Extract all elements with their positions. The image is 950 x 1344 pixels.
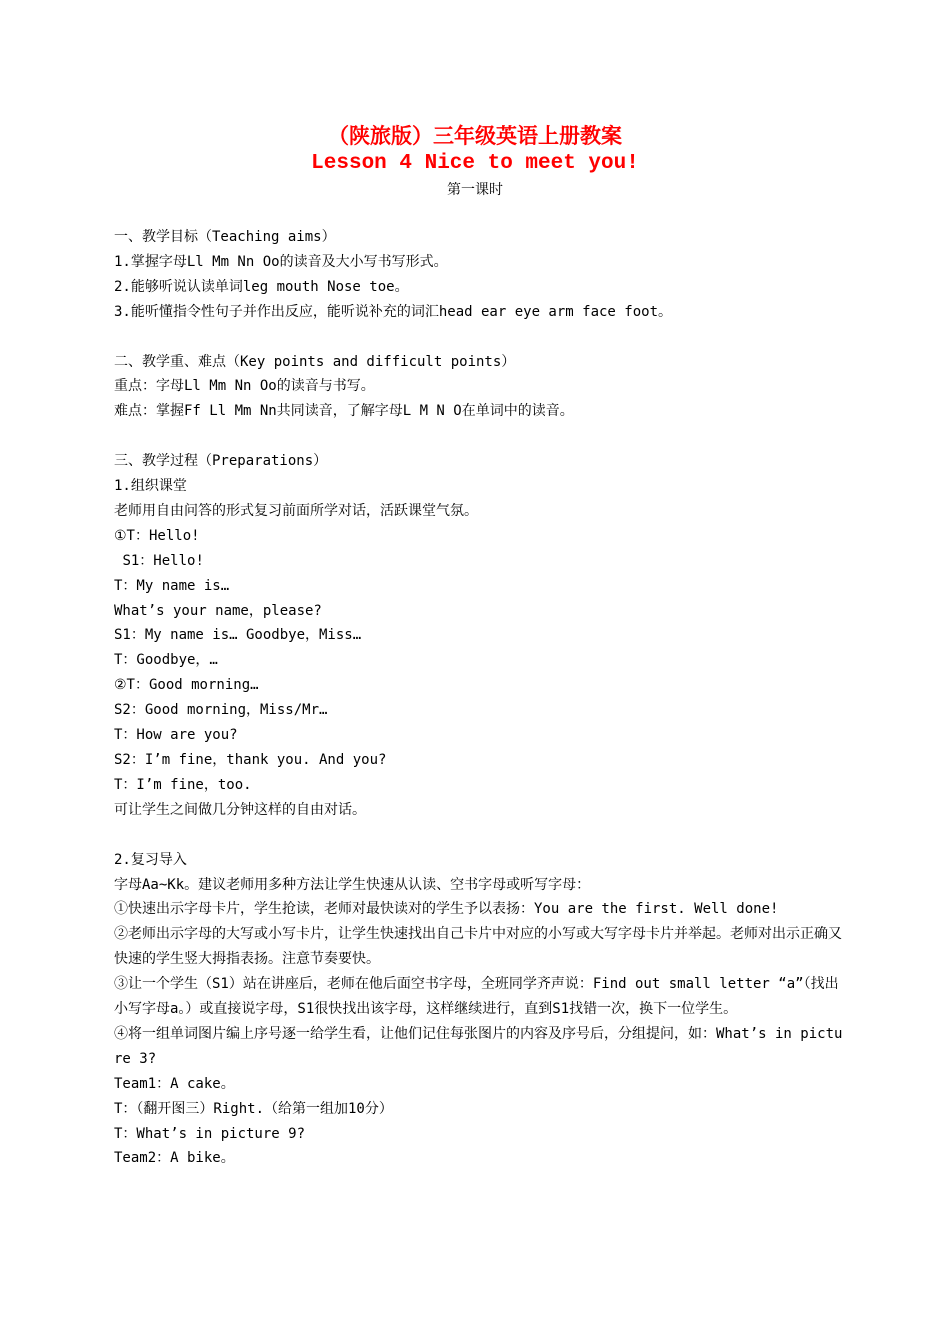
dialogue-line: S2：I’m fine，thank you. And you?: [114, 752, 387, 768]
dialogue-line: S1：My name is… Goodbye，Miss…: [114, 627, 362, 644]
method-item: ④将一组单词图片编上序号逐一给学生看，让他们记住每张图片的内容及序号后，分组提问，如：What’s in picture 3?: [114, 1025, 843, 1067]
dialogue-line: T：I’m fine，too.: [114, 776, 252, 793]
section-heading-key-points: 二、教学重、难点（Key points and difficult points）: [114, 353, 516, 370]
lesson-period: 第一课时: [447, 182, 503, 198]
dialogue-line: Team2：A bike。: [114, 1150, 235, 1167]
spacer: [114, 424, 844, 449]
aim-item: 3.能听懂指令性句子并作出反应，能听说补充的词汇head ear eye arm face foot。: [114, 303, 673, 320]
dialogue-line: S2：Good morning，Miss/Mr…: [114, 702, 328, 719]
title-block: [0, 122, 950, 202]
step-line: 字母Aa~Kk。建议老师用多种方法让学生快速从认读、空书字母或听写字母：: [114, 876, 591, 893]
spacer: [114, 325, 844, 350]
section-heading-process: 三、教学过程（Preparations）: [114, 453, 328, 470]
dialogue-line: S1：Hello!: [114, 552, 204, 569]
document-title: （陕旅版）三年级英语上册教案: [328, 123, 622, 148]
dialogue-line: T：What’s in picture 9?: [114, 1125, 306, 1142]
dialogue-line: What’s your name，please?: [114, 602, 322, 619]
dialogue-line: T：Goodbye，…: [114, 652, 218, 669]
method-item: ③让一个学生（S1）站在讲座后，老师在他后面空书字母，全班同学齐声说：Find out small letter “a”（找出小写字母a。）或直接说字母，S1很快找出该字母，这样继续进行，直到S1找错一次，换下一位学生。: [114, 976, 839, 1018]
step-title: 2.复习导入: [114, 851, 187, 868]
dialogue-line: T：How are you?: [114, 727, 238, 744]
key-point-item: 重点：字母Ll Mm Nn Oo的读音与书写。: [114, 378, 375, 395]
lesson-title: Lesson 4 Nice to meet you!: [311, 152, 639, 175]
step-line: 老师用自由问答的形式复习前面所学对话，活跃课堂气氛。: [114, 502, 478, 519]
difficult-point-item: 难点：掌握Ff Ll Mm Nn共同读音，了解字母L M N O在单词中的读音。: [114, 403, 574, 420]
dialogue-line: Team1：A cake。: [114, 1075, 235, 1092]
step-line: 可让学生之间做几分钟这样的自由对话。: [114, 801, 366, 818]
spacer: [114, 823, 844, 848]
method-item: ②老师出示字母的大写或小写卡片，让学生快速找出自己卡片中对应的小写或大写字母卡片并举起。老师对出示正确又快速的学生竖大拇指表扬。注意节奏要快。: [114, 926, 842, 968]
aim-item: 2.能够听说认读单词leg mouth Nose toe。: [114, 278, 409, 295]
section-heading-aims: 一、教学目标（Teaching aims）: [114, 229, 336, 245]
method-item: ①快速出示字母卡片，学生抢读，老师对最快读对的学生予以表扬：You are the first. Well done!: [114, 901, 779, 918]
dialogue-line: T：My name is…: [114, 577, 230, 594]
document-body: [114, 225, 844, 1171]
dialogue-line: T：（翻开图三）Right.（给第一组加10分）: [114, 1100, 393, 1117]
step-title: 1.组织课堂: [114, 478, 187, 495]
dialogue-line: ②T：Good morning…: [114, 677, 259, 694]
dialogue-line: ①T：Hello!: [114, 527, 200, 544]
aim-item: 1.掌握字母Ll Mm Nn Oo的读音及大小写书写形式。: [114, 253, 448, 270]
